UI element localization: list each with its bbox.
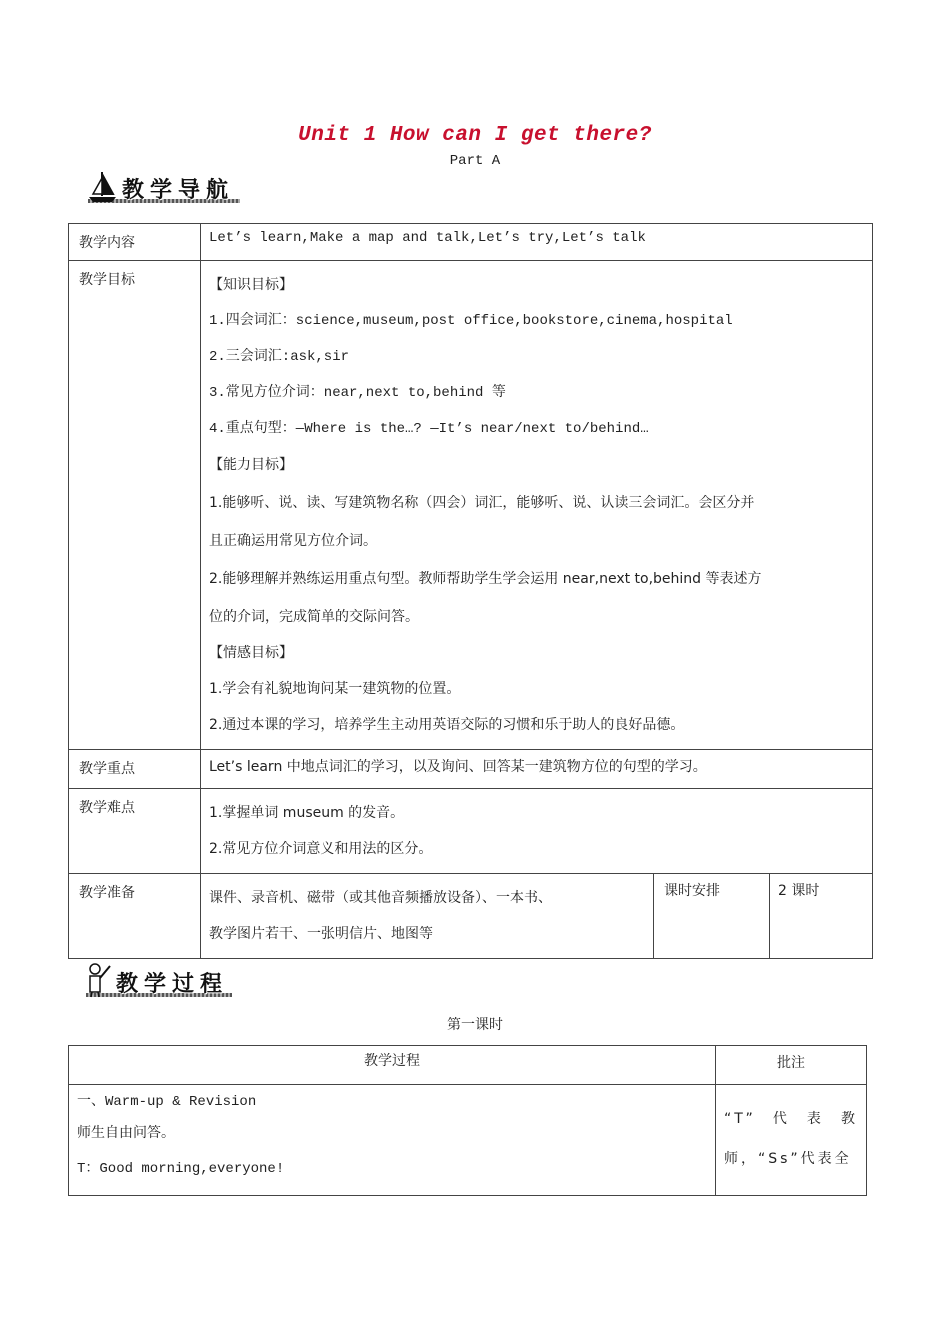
emotion-item: 1.学会有礼貌地询问某一建筑物的位置。 <box>209 681 461 697</box>
prep-line: 课件、录音机、磁带（或其他音频播放设备）、一本书、 <box>209 890 552 906</box>
table-row <box>69 750 873 789</box>
knowledge-item: 2.三会词汇:ask,sir <box>209 349 350 365</box>
ability-heading: 【能力目标】 <box>209 457 293 473</box>
table-row <box>69 789 873 874</box>
table-row <box>69 261 873 750</box>
focus-label: 教学重点 <box>69 750 201 789</box>
knowledge-item: 4.重点句型：—Where is the…? —It’s near/next to/behind… <box>209 421 649 437</box>
table-row <box>69 874 873 959</box>
column-header-notes: 批注 <box>716 1046 867 1085</box>
lesson-process-table <box>68 1045 867 1196</box>
note-text: “T”代表教师，“Ss”代表全 <box>724 1111 858 1167</box>
schedule-value: 2 课时 <box>770 874 873 959</box>
ability-item-cont: 且正确运用常见方位介词。 <box>209 533 377 549</box>
emotion-heading: 【情感目标】 <box>209 645 293 661</box>
step-line: 师生自由问答。 <box>77 1125 175 1141</box>
knowledge-item: 3.常见方位介词：near,next to,behind 等 <box>209 385 506 401</box>
schedule-label: 课时安排 <box>654 874 770 959</box>
goals-cell <box>201 261 873 750</box>
ability-item: 1.能够听、说、读、写建筑物名称（四会）词汇，能够听、说、认读三会词汇。会区分并 <box>209 495 755 511</box>
teaching-nav-heading: 教学导航 <box>122 178 235 203</box>
step-line: T：Good morning,everyone! <box>77 1161 285 1177</box>
goals-label: 教学目标 <box>69 261 201 750</box>
note-cell <box>716 1085 867 1196</box>
table-header-row <box>69 1046 867 1085</box>
emotion-item: 2.通过本课的学习，培养学生主动用英语交际的习惯和乐于助人的良好品德。 <box>209 717 685 733</box>
lesson-period-label: 第一课时 <box>447 1017 503 1033</box>
teaching-nav-banner <box>88 166 240 204</box>
prep-cell <box>201 874 654 959</box>
prep-label: 教学准备 <box>69 874 201 959</box>
difficulty-label: 教学难点 <box>69 789 201 874</box>
content-label: 教学内容 <box>69 224 201 261</box>
step-title: 一、Warm-up & Revision <box>77 1094 257 1110</box>
knowledge-heading: 【知识目标】 <box>209 277 293 293</box>
difficulty-item: 1.掌握单词 museum 的发音。 <box>209 805 405 821</box>
table-row <box>69 224 873 261</box>
table-row <box>69 1085 867 1196</box>
knowledge-item: 1.四会词汇：science,museum,post office,bookstore,cinema,hospital <box>209 313 733 329</box>
document-title: Unit 1 How can I get there? <box>298 124 652 147</box>
teaching-process-heading: 教学过程 <box>116 972 229 997</box>
column-header-process: 教学过程 <box>69 1046 716 1085</box>
process-cell <box>69 1085 716 1196</box>
document-subtitle: Part A <box>449 153 501 169</box>
ability-item: 2.能够理解并熟练运用重点句型。教师帮助学生学会运用 near,next to,behind 等表述方 <box>209 571 762 587</box>
teaching-process-banner <box>86 960 232 998</box>
difficulty-item: 2.常见方位介词意义和用法的区分。 <box>209 841 433 857</box>
ship-icon <box>88 170 118 204</box>
teacher-figure-icon <box>86 962 112 998</box>
prep-line: 教学图片若干、一张明信片、地图等 <box>209 926 433 942</box>
ability-item-cont: 位的介词，完成简单的交际问答。 <box>209 609 419 625</box>
difficulty-cell <box>201 789 873 874</box>
focus-value: Let’s learn 中地点词汇的学习，以及询问、回答某一建筑物方位的句型的学习。 <box>201 750 873 789</box>
content-value: Let’s learn,Make a map and talk,Let’s try,Let’s talk <box>201 224 873 261</box>
lesson-overview-table <box>68 223 873 959</box>
